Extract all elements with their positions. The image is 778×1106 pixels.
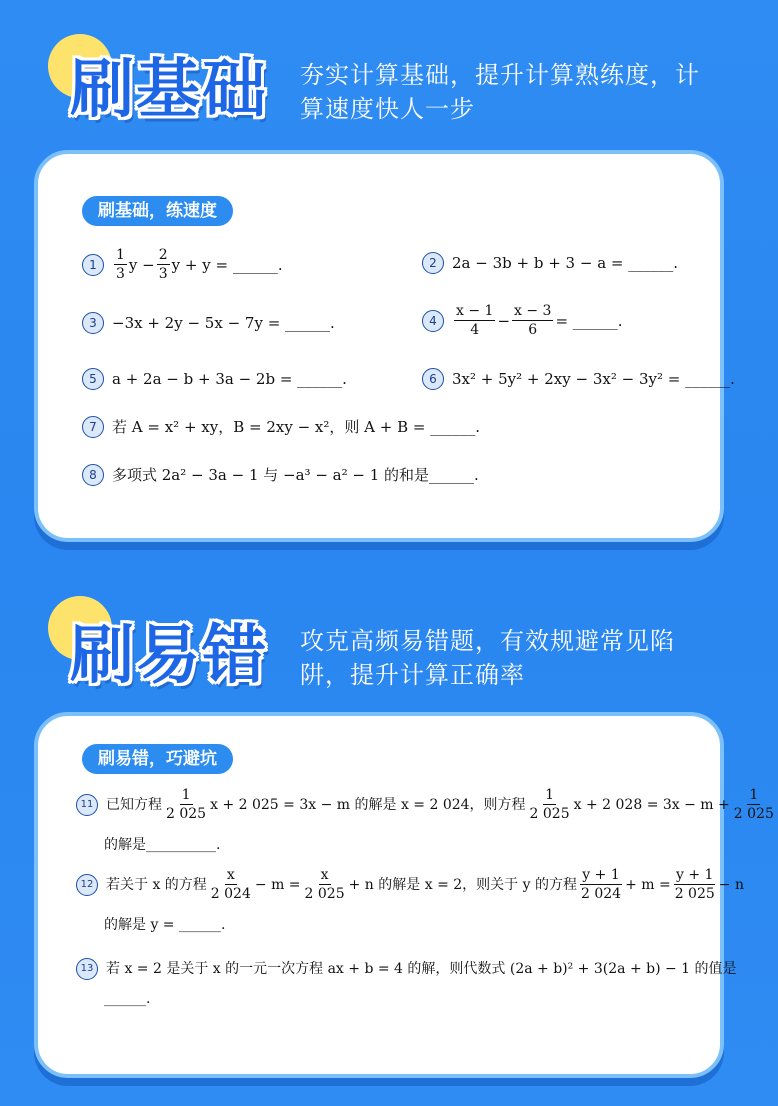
question-number: 11 — [76, 794, 98, 816]
question-12-cont: 的解是 y = ______. — [104, 917, 226, 933]
section-subtitle: 夯实计算基础，提升计算熟练度，计算速度快人一步 — [300, 61, 700, 123]
question-11 — [76, 786, 778, 823]
fraction: $\frac{y + 1}{2 025}$ — [674, 867, 715, 902]
expr-text: − — [497, 311, 511, 330]
question-13 — [76, 958, 737, 980]
expr-text: a + 2a − b + 3a − 2b = ______. — [112, 370, 347, 388]
section-heading: 刷易错 — [70, 619, 268, 693]
question-11-cont: 的解是__________. — [104, 837, 221, 853]
section-heading: 刷基础 — [70, 53, 268, 127]
fraction: $\frac{x}{2 024}$ — [210, 867, 251, 902]
fraction: $\frac{1}{2 025}$ — [733, 787, 774, 822]
question-3 — [82, 312, 335, 334]
expr-text: + m = — [625, 876, 671, 893]
fraction: $\frac{x}{2 025}$ — [304, 867, 345, 902]
question-number: 12 — [76, 874, 98, 896]
question-4 — [422, 302, 623, 339]
question-8 — [82, 464, 479, 486]
question-number: 8 — [82, 464, 104, 486]
question-1 — [82, 246, 283, 283]
question-number: 13 — [76, 958, 98, 980]
expr-text: = ______. — [555, 311, 623, 330]
question-number: 7 — [82, 416, 104, 438]
question-number: 3 — [82, 312, 104, 334]
expr-text: y + y = ______. — [171, 255, 283, 274]
expr-text: x + 2 028 = 3x − m + — [573, 796, 730, 813]
expr-text: 2a − 3b + b + 3 − a = ______. — [452, 254, 679, 272]
expr-text: 多项式 2a² − 3a − 1 与 −a³ − a² − 1 的和是______. — [112, 466, 479, 484]
expr-text: 若 A = x² + xy，B = 2xy − x²，则 A + B = ______. — [112, 418, 480, 436]
question-card — [34, 712, 774, 1078]
question-13-cont: ______. — [104, 991, 151, 1007]
fraction: $\frac{1}{3}$ — [116, 247, 125, 282]
expr-text: + n 的解是 x = 2，则关于 y 的方程 — [348, 876, 577, 893]
question-number: 4 — [422, 310, 444, 332]
question-number: 1 — [82, 254, 104, 276]
card-tag: 刷易错，巧避坑 — [82, 744, 233, 774]
question-card — [34, 150, 735, 542]
fraction: $\frac{1}{2 025}$ — [529, 787, 570, 822]
question-6 — [422, 368, 735, 390]
card-tag: 刷基础，练速度 — [82, 196, 233, 226]
expr-text: x + 2 025 = 3x − m 的解是 x = 2 024，则方程 — [210, 796, 526, 813]
expr-text: − n — [718, 876, 744, 893]
fraction: $\frac{y + 1}{2 024}$ — [580, 867, 622, 902]
fraction: $\frac{1}{2 025}$ — [166, 787, 207, 822]
question-12 — [76, 866, 744, 903]
expr-text: − m = — [254, 876, 301, 893]
expr-text: 若 x = 2 是关于 x 的一元一次方程 ax + b = 4 的解，则代数式 (2a + b)² + 3(2a + b) − 1 的值是 — [106, 961, 737, 977]
question-7 — [82, 416, 480, 438]
fraction: $\frac{x - 3}{6}$ — [514, 303, 552, 338]
question-number: 6 — [422, 368, 444, 390]
expr-text: −3x + 2y − 5x − 7y = ______. — [112, 314, 335, 332]
question-number: 2 — [422, 252, 444, 274]
expr-text: y − — [128, 255, 155, 274]
question-number: 5 — [82, 368, 104, 390]
expr-text: 已知方程 — [106, 796, 162, 813]
expr-text: 3x² + 5y² + 2xy − 3x² − 3y² = ______. — [452, 370, 735, 388]
fraction: $\frac{x - 1}{4}$ — [456, 303, 494, 338]
question-5 — [82, 368, 347, 390]
fraction: $\frac{2}{3}$ — [158, 247, 168, 282]
section-subtitle: 攻克高频易错题，有效规避常见陷阱，提升计算正确率 — [300, 627, 675, 689]
question-2 — [422, 252, 678, 274]
expr-text: 若关于 x 的方程 — [106, 876, 207, 893]
